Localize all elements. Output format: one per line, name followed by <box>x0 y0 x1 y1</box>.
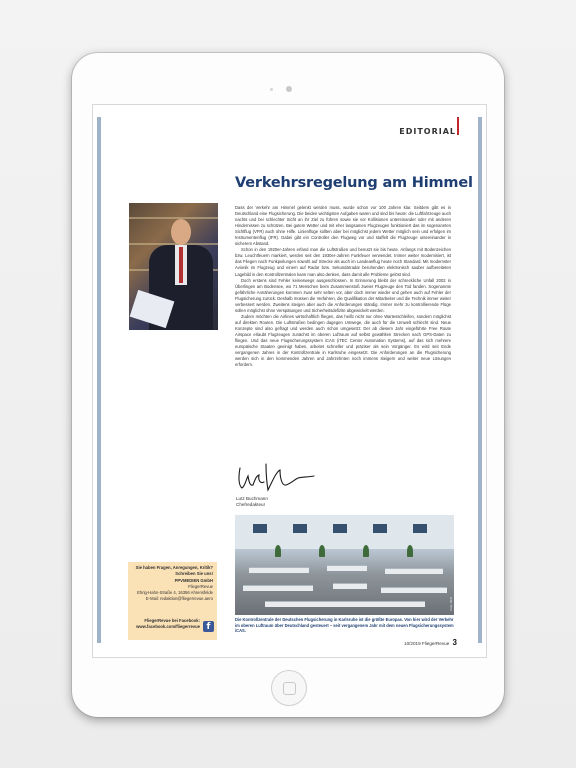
tablet-frame <box>72 53 504 717</box>
paragraph: Schon in den 1920er-Jahren erfand man die Luftstraßen und benutzt sie bis heute. Anfangs mit Bodenzeichen bzw. Leuchtfeuern markiert, werden seit den 1930er-Jahren Funkfeuer verwendet. Immer weiter modernisiert, ist das Fliegen nach Funkpeilungen sowohl auf Strecke als auch im Landeanflug heute noch Standard. Mit modernster Avionik im Flugzeug und einem auf Radar bzw. Sekundärradar beruhenden elektronisch sauber aufbereiteten Lagebild in den Kontrollzentralen kann man also denken, dass damit alle Probleme gelöst sind. <box>235 247 451 277</box>
photo-caption: Die Kontrollzentrale der Deutschen Flugsicherung in Karlsruhe ist die größte Europas. Von hier wird der Verkehr im oberen Luftraum über Deutschland gesteuert – seit vergangenem Jahr mit dem neuen Flugsicherungssystem iCAS. <box>235 617 454 634</box>
editor-role: Chefredakteur <box>236 502 266 507</box>
signature-block <box>236 496 268 508</box>
editor-name: Lutz Buchmann <box>236 496 268 501</box>
article-body <box>235 205 451 368</box>
author-photo <box>129 203 218 330</box>
section-accent-bar <box>457 117 459 135</box>
issue-number: 10/2019 <box>404 641 421 646</box>
section-label: EDITORIAL <box>399 127 456 136</box>
magazine-name: FliegerRevue <box>421 641 450 646</box>
contact-box <box>128 562 217 640</box>
contact-publisher: PPVMEDIEN GmbH <box>174 578 213 583</box>
left-margin-stripe <box>97 117 101 643</box>
home-button-icon <box>283 682 296 695</box>
paragraph: Zudem möchten die Airlines wirtschaftlich fliegen, das heißt nicht nur ohne Wartesschleifen, sondern möglichst auf direkten Routen. Die Luftstraßen bedingen dagegen Umwege, die auch für die Umwelt schlecht sind. Neue Konzepte sind also gefragt und werden auch schon umgesetzt: Der ab diesem Jahr eingeführte Free Route Airspace erlaubt Flugzeugen zunächst im oberen Luftraum auf selbst gewählten Strecken nach GPS-Daten zu fliegen. Und das neue Flugsicherungssystem iCAS (iTEC Center Automation Systems), auf das sich mehrere europäische Staaten geeinigt haben, arbeitet schneller und präziser als sein Vorgänger. Es wird seit Ende vergangenen Jahres in der Kontrollzentrale in Karlsruhe eingesetzt. Die Anforderungen an die Flugsicherung werden sich in den kommenden Jahren und Jahrzehnten noch immens steigern und weiter neue Lösungen erfordern. <box>235 313 451 368</box>
handwritten-signature <box>236 458 316 494</box>
article-title: Verkehrsregelung am Himmel <box>235 175 473 191</box>
paragraph: Dass der Verkehr am Himmel gelenkt werden muss, wurde schon vor 100 Jahren klar. Seitdem gibt es in Deutschland eine Flugsicherung. Die beiden wichtigsten Aufgaben waren und sind bis heute: die Luftfahrzeuge auch nachts und bei schlechter Sicht an ihr Ziel zu führen sowie sie vor Kollisionen untereinander oder mit anderen Hindernissen zu schützen. Bei gutem Wetter und mit eher langsamen Flugzeugen funktioniert das im sogenannten Sichtflug (VFR) auch ohne Hilfe. Linienflüge sollten aber bei möglichst jedem Wetter möglich sein und erfolgen im Instrumentenflug (IFR). Dabei gibt ein Controller den Flugweg vor und staffelt die Flugzeuge untereinander in sicherem Abstand. <box>235 205 451 247</box>
photo-credit: Foto: DFS <box>449 597 453 611</box>
contact-email[interactable]: E-Mail: redaktion@fliegerrevue.aero <box>145 596 213 601</box>
sensor-dot <box>270 88 273 91</box>
home-button[interactable] <box>271 670 307 706</box>
facebook-link[interactable]: www.facebook.com/fliegerrevue <box>136 624 200 629</box>
contact-address: Ehrig-Hahn-Straße 4, 16356 Ahrensfelde <box>137 590 213 595</box>
magazine-page[interactable] <box>92 104 487 658</box>
facebook-label: FliegerRevue bei Facebook: <box>144 618 200 623</box>
paragraph: Doch erstens sind Fehler keineswegs ausgeschlossen. In Erinnerung bleibt der schreckliche Unfall 2002 in Überlingen am Bodensee, wo 71 Menschen beim Zusammenstoß zweier Flugzeuge den Tod fanden. Sogenannte gefährliche Annäherungen kommen zwar sehr selten vor, aber doch immer wieder und gehen auch auf Fehler der Flugsicherung zurück. Deshalb müssen die Verfahren, die Qualifikation der Mitarbeiter und die Technik immer weiter verbessert werden. Zweitens steigen aber auch die Anforderungen ständig. Immer mehr zu kontrollierende Flüge sollen möglichst ohne Verspätungen und Sicherheitsdefizite abgewickelt werden. <box>235 277 451 313</box>
page-number: 3 <box>452 638 457 647</box>
contact-magazine: FliegerRevue <box>188 584 213 589</box>
control-center-photo <box>235 515 454 615</box>
page-folio <box>404 638 457 647</box>
facebook-icon[interactable]: f <box>203 621 214 632</box>
right-margin-stripe <box>478 117 482 643</box>
camera-dot <box>286 86 292 92</box>
contact-prompt: Sie haben Fragen, Anregungen, Kritik? Schreiben Sie uns! <box>135 565 213 576</box>
